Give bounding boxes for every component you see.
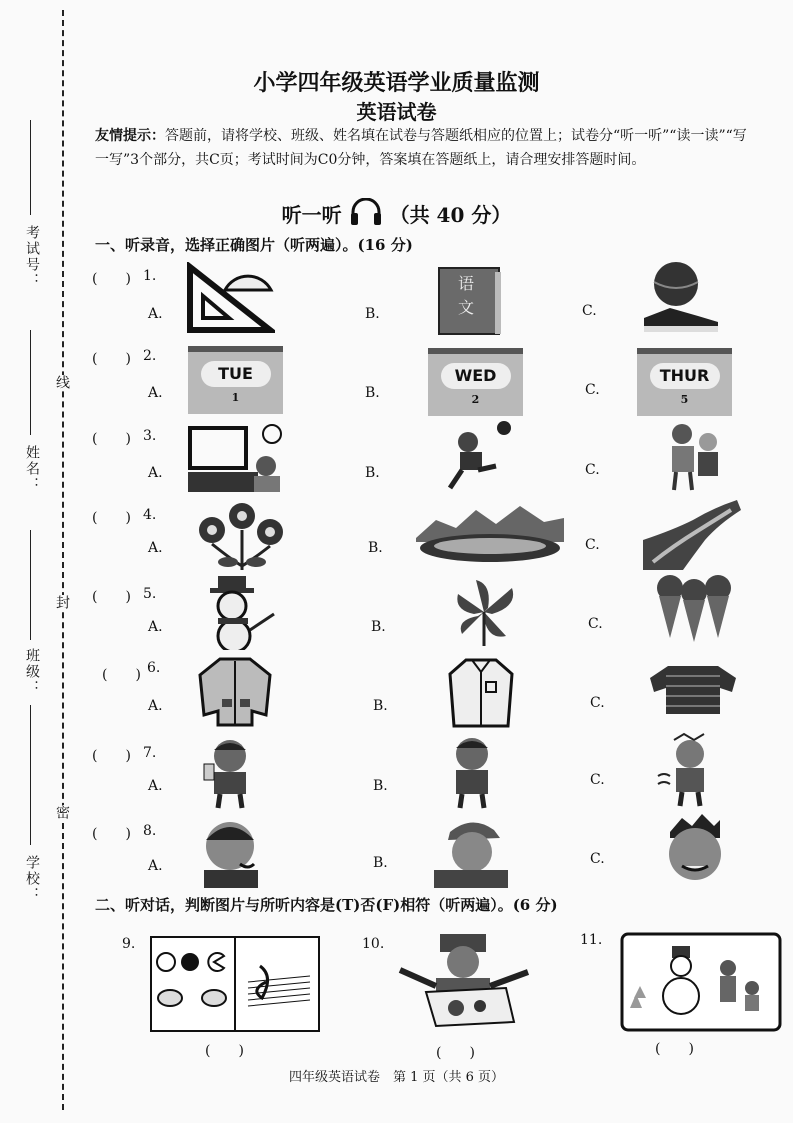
watching-tv-image: [188, 422, 286, 494]
option-b: B.: [368, 540, 383, 556]
part1-points: （共 40 分）: [389, 203, 512, 227]
river-image: [643, 500, 741, 572]
day-word: THUR: [650, 363, 720, 389]
option-c: C.: [590, 851, 605, 867]
boy-cold-image: [654, 732, 724, 808]
option-c: C.: [585, 537, 600, 553]
name-label: 姓名：: [24, 445, 40, 493]
page-title: 小学四年级英语学业质量监测: [253, 70, 540, 96]
snowman-scene-image: [620, 932, 782, 1032]
day-word: WED: [441, 363, 511, 389]
option-c: C.: [585, 382, 600, 398]
option-c: C.: [588, 616, 603, 632]
ball-and-shoe-image: [640, 260, 720, 338]
shirt-image: [448, 656, 514, 728]
answer-bracket[interactable]: ( ): [436, 1045, 475, 1061]
question-number: 1.: [143, 268, 157, 284]
question-number: 4.: [143, 507, 157, 523]
boy-painting-image: [396, 930, 532, 1032]
option-c: C.: [590, 695, 605, 711]
question-number: 3.: [143, 428, 157, 444]
flowers-image: [192, 500, 288, 572]
question-number: 11.: [580, 932, 603, 948]
option-b: B.: [373, 698, 388, 714]
day-number: 5: [680, 393, 689, 406]
binding-seal-char: 封: [54, 595, 70, 611]
option-a: A.: [148, 465, 163, 481]
book-char-2: 文: [458, 298, 475, 317]
boy-toothache-image: [196, 814, 268, 888]
question-number: 7.: [143, 745, 157, 761]
book-char-1: 语: [458, 274, 475, 293]
option-a: A.: [148, 306, 163, 322]
boy-tired-image: [446, 734, 498, 810]
option-a: A.: [148, 698, 163, 714]
playing-football-image: [446, 420, 516, 496]
option-b: B.: [365, 465, 380, 481]
question-number: 6.: [147, 660, 161, 676]
answer-bracket[interactable]: ( ): [655, 1041, 694, 1057]
question-number: 8.: [143, 823, 157, 839]
part1-title: 听一听: [281, 203, 342, 227]
answer-bracket[interactable]: ( ): [92, 510, 131, 526]
book-cover-text: [458, 272, 474, 320]
question-number: 9.: [122, 936, 136, 952]
option-a: A.: [148, 619, 163, 635]
tuesday-card: [188, 346, 283, 414]
option-c: C.: [585, 462, 600, 478]
boy-cap-image: [430, 816, 512, 888]
option-a: A.: [148, 385, 163, 401]
exam-number-label: 考试号：: [24, 225, 40, 289]
class-field[interactable]: [30, 530, 31, 640]
boy-smiling-image: [662, 812, 726, 886]
snowman-image: [198, 574, 278, 650]
section1-title: 一、听录音，选择正确图片（听两遍）。(16 分): [95, 236, 413, 254]
boy-drinking-image: [200, 736, 262, 810]
answer-bracket[interactable]: ( ): [92, 748, 131, 764]
question-number: 10.: [362, 936, 385, 952]
page-footer: 四年级英语试卷 第 1 页（共 6 页）: [288, 1070, 505, 1085]
page-subtitle: 英语试卷: [356, 100, 437, 124]
day-number: 2: [471, 393, 480, 406]
day-number: 1: [231, 391, 240, 404]
option-a: A.: [148, 778, 163, 794]
option-b: B.: [365, 385, 380, 401]
headphones-icon: [349, 198, 383, 231]
option-b: B.: [373, 855, 388, 871]
lake-landscape-image: [416, 498, 564, 572]
answer-bracket[interactable]: ( ): [92, 271, 131, 287]
question-number: 2.: [143, 348, 157, 364]
leaf-image: [448, 574, 520, 646]
option-a: A.: [148, 540, 163, 556]
tips-label: 友情提示：: [95, 128, 165, 144]
question-number: 5.: [143, 586, 157, 602]
option-a: A.: [148, 858, 163, 874]
sweater-image: [648, 662, 738, 716]
answer-bracket[interactable]: ( ): [92, 431, 131, 447]
option-b: B.: [365, 306, 380, 322]
option-b: B.: [373, 778, 388, 794]
two-friends-image: [664, 420, 724, 492]
school-field[interactable]: [30, 705, 31, 845]
binding-dashed-line: [62, 10, 64, 1110]
section2-title: 二、听对话，判断图片与所听内容是(T)否(F)相符（听两遍）。(6 分): [95, 896, 558, 914]
class-label: 班级：: [24, 648, 40, 696]
part1-heading: [0, 198, 793, 231]
tips: [95, 124, 760, 172]
answer-bracket[interactable]: ( ): [102, 667, 141, 683]
shapes-and-music-image: [150, 936, 320, 1032]
answer-bracket[interactable]: ( ): [92, 826, 131, 842]
answer-bracket[interactable]: ( ): [92, 351, 131, 367]
binding-secret-char: 密: [54, 805, 70, 821]
option-c: C.: [590, 772, 605, 788]
thursday-card: [637, 348, 732, 416]
ruler-set-square-image: [185, 262, 275, 334]
answer-bracket[interactable]: ( ): [205, 1043, 244, 1059]
answer-bracket[interactable]: ( ): [92, 589, 131, 605]
option-b: B.: [371, 619, 386, 635]
binding-line-char: 线: [54, 375, 70, 391]
ice-creams-image: [654, 572, 734, 644]
tips-text: 答题前，请将学校、班级、姓名填在试卷与答题纸相应的位置上；试卷分“听一听”“读一读”“写一写”3个部分，共C页；考试时间为C0分钟，答案填在答题纸上，请合理安排答题时间。: [95, 128, 747, 168]
option-c: C.: [582, 303, 597, 319]
day-word: TUE: [201, 361, 271, 387]
school-label: 学校：: [24, 855, 40, 903]
wednesday-card: [428, 348, 523, 416]
coat-image: [196, 655, 274, 727]
name-field[interactable]: [30, 330, 31, 435]
